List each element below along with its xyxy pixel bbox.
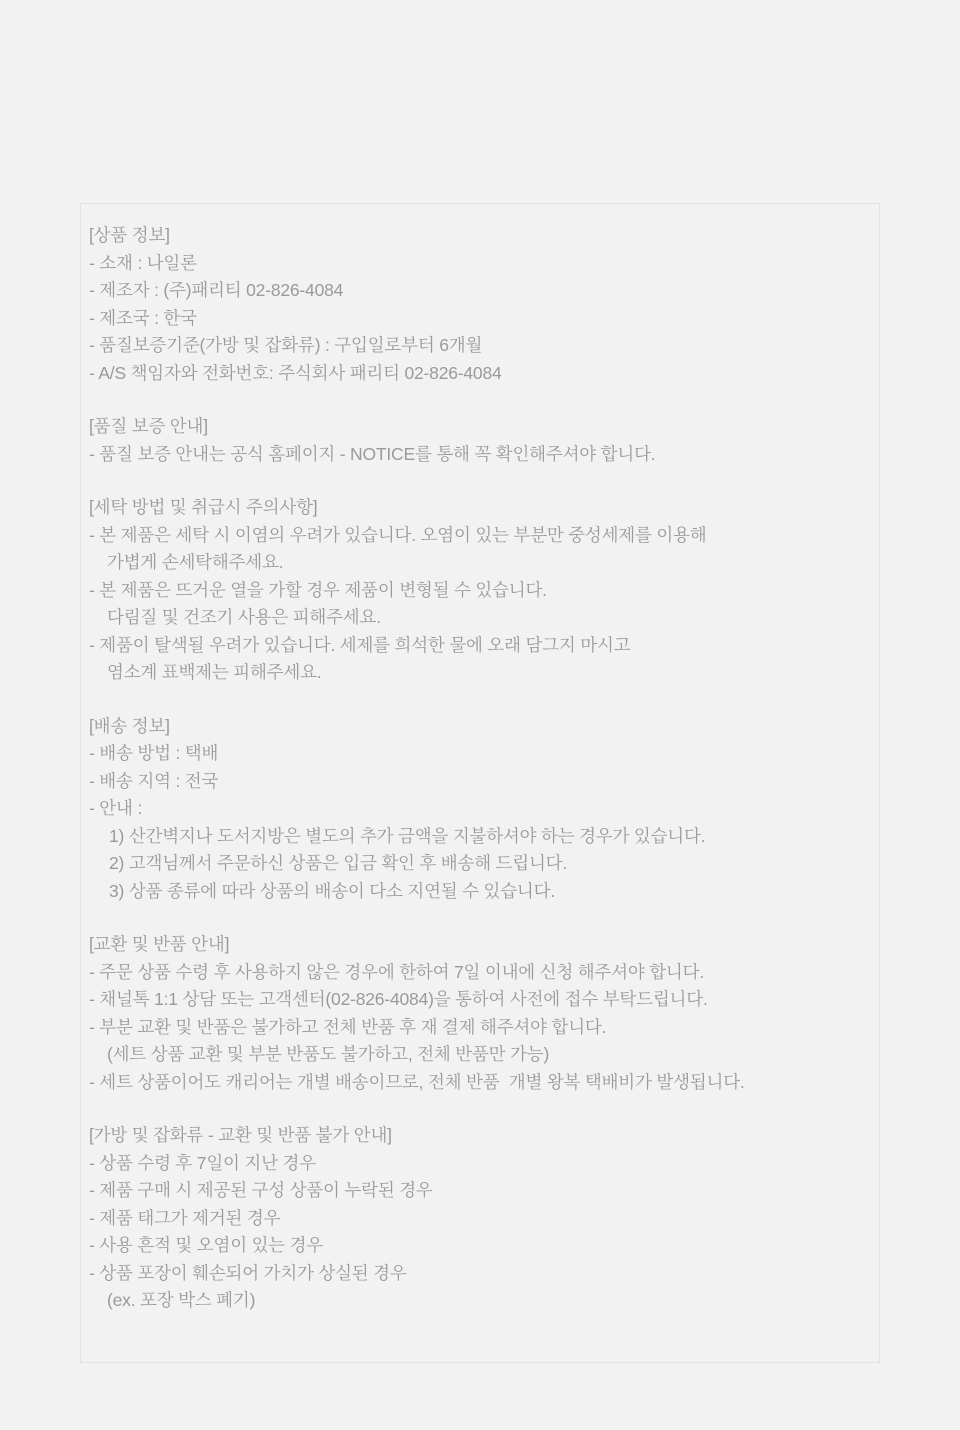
section-line: - 세트 상품이어도 캐리어는 개별 배송이므로, 전체 반품 개별 왕복 택배비가 발생됩니다. [89, 1071, 745, 1092]
section-line: (세트 상품 교환 및 부분 반품도 불가하고, 전체 반품만 가능) [107, 1044, 550, 1064]
section-line: - 채널톡 1:1 상담 또는 고객센터(02-826-4084)을 통하여 사전에 접수 부탁드립니다. [89, 989, 708, 1009]
product-info-panel [80, 203, 880, 1363]
section-heading: [교환 및 반품 안내] [89, 934, 230, 954]
section-line: 3) 상품 종류에 따라 상품의 배송이 다소 지연될 수 있습니다. [109, 880, 555, 901]
section-line: - 상품 수령 후 7일이 지난 경우 [89, 1152, 316, 1173]
section-line: - 제조국 : 한국 [89, 307, 197, 328]
section-line: - 본 제품은 뜨거운 열을 가할 경우 제품이 변형될 수 있습니다. [89, 579, 547, 600]
section-line: - 제품 구매 시 제공된 구성 상품이 누락된 경우 [89, 1180, 433, 1200]
section-product-info [89, 222, 879, 387]
section-line: - 제조자 : (주)패리티 02-826-4084 [89, 280, 344, 300]
section-line: - 배송 지역 : 전국 [89, 770, 219, 791]
section-washing-care [89, 494, 879, 687]
section-line: - 품질보증기준(가방 및 잡화류) : 구입일로부터 6개월 [89, 335, 483, 355]
section-line: - 제품 태그가 제거된 경우 [89, 1207, 281, 1228]
section-heading: [상품 정보] [89, 225, 170, 245]
section-heading: [가방 및 잡화류 - 교환 및 반품 불가 안내] [89, 1125, 392, 1145]
section-line: - 부분 교환 및 반품은 불가하고 전체 반품 후 재 결제 해주셔야 합니다. [89, 1016, 607, 1037]
section-line: - 주문 상품 수령 후 사용하지 않은 경우에 한하여 7일 이내에 신청 해주셔야 합니다. [89, 961, 704, 982]
section-line: (ex. 포장 박스 폐기) [107, 1290, 256, 1310]
section-delivery-info [89, 713, 879, 906]
section-line: - 배송 방법 : 택배 [89, 743, 219, 763]
section-line: 2) 고객님께서 주문하신 상품은 입금 확인 후 배송해 드립니다. [109, 853, 568, 873]
section-heading: [배송 정보] [89, 715, 170, 736]
section-exchange-return-info [89, 931, 879, 1096]
section-line: - A/S 책임자와 전화번호: 주식회사 패리티 02-826-4084 [89, 362, 502, 383]
section-heading: [세탁 방법 및 취급시 주의사항] [89, 497, 318, 517]
section-line: - 제품이 탈색될 우려가 있습니다. 세제를 희석한 물에 오래 담그지 마시고 [89, 634, 631, 655]
section-quality-warranty [89, 413, 879, 468]
section-heading: [품질 보증 안내] [89, 416, 208, 436]
section-line: - 품질 보증 안내는 공식 홈페이지 - NOTICE를 통해 꼭 확인해주셔야 합니다. [89, 443, 656, 464]
section-exchange-return-unavailable [89, 1122, 879, 1315]
section-line: - 사용 흔적 및 오염이 있는 경우 [89, 1235, 324, 1255]
section-line: - 본 제품은 세탁 시 이염의 우려가 있습니다. 오염이 있는 부분만 중성세제를 이용해 [89, 524, 707, 545]
section-line: - 상품 포장이 훼손되어 가치가 상실된 경우 [89, 1262, 407, 1283]
section-line: - 안내 : [89, 798, 143, 818]
section-line: 1) 산간벽지나 도서지방은 별도의 추가 금액을 지불하셔야 하는 경우가 있습니다. [109, 825, 706, 846]
section-line: - 소재 : 나일론 [89, 252, 197, 273]
section-line: 가볍게 손세탁해주세요. [107, 552, 284, 572]
section-line: 다림질 및 건조기 사용은 피해주세요. [107, 607, 381, 627]
section-line: 염소계 표백제는 피해주세요. [107, 662, 322, 682]
